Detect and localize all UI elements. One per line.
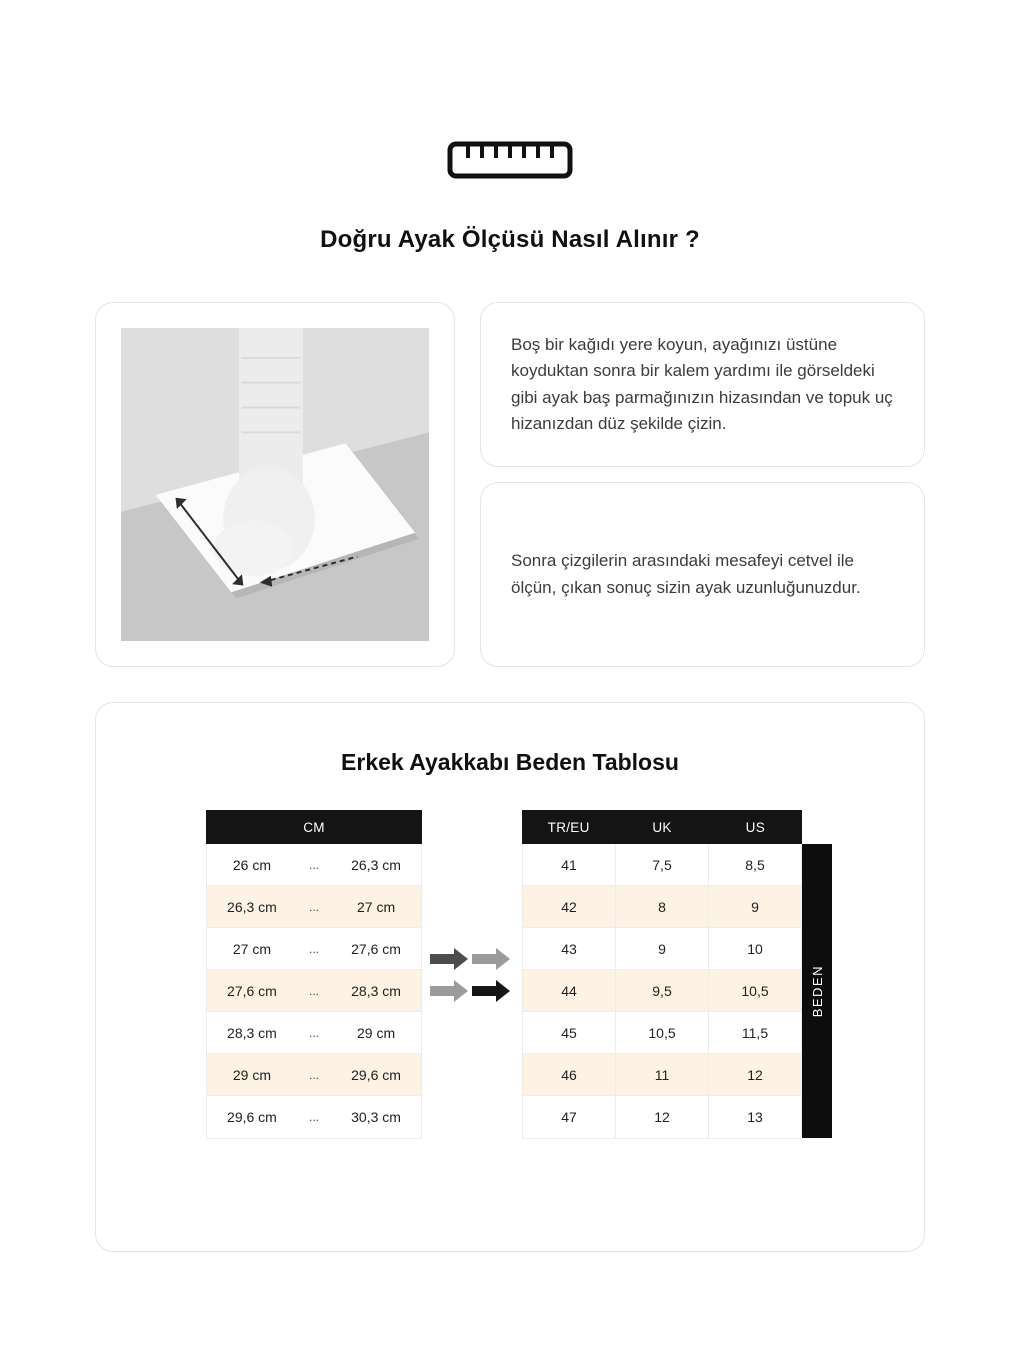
instructions-section [95,302,925,667]
cm-from: 27,6 cm [227,982,277,999]
table-row [523,886,801,928]
size-tr-eu: 47 [523,1096,616,1138]
size-uk: 9 [616,928,709,969]
table-row [207,970,421,1012]
size-tr-eu: 45 [523,1012,616,1053]
size-us: 9 [751,898,759,915]
cm-table-header: CM [206,810,422,844]
cm-to: 27,6 cm [351,940,401,957]
instruction-step-1-text: Boş bir kağıdı yere koyun, ayağınızı üstüne koyduktan sonra bir kalem yardımı ile görseldeki gibi ayak baş parmağınızın hizasından ve topuk uç hizanızdan düz şekilde çizin. [511,334,893,433]
size-us: 11,5 [741,1024,769,1041]
cm-from: 29,6 cm [227,1109,277,1125]
range-separator: ... [308,941,319,956]
cm-table-body [206,844,422,1139]
range-separator: ... [308,1110,319,1124]
size-us: 13 [747,1109,763,1125]
cm-to: 30,3 cm [351,1109,401,1125]
cm-from: 26 cm [232,856,271,873]
cm-from: 29 cm [232,1066,271,1083]
table-row [523,970,801,1012]
size-chart-card [95,702,925,1252]
range-separator: ... [308,857,319,872]
header-tr-eu: TR/EU [547,819,590,835]
table-row [207,1012,421,1054]
size-us: 12 [747,1066,763,1083]
cm-from: 28,3 cm [227,1024,277,1041]
size-us: 10 [747,940,763,957]
size-table-wrap [522,810,832,1139]
size-tr-eu: 43 [523,928,616,969]
instruction-step-1 [480,302,925,467]
size-table-body [522,844,802,1139]
size-uk: 11 [616,1054,709,1095]
size-chart-tables [96,810,924,1139]
size-uk: 12 [616,1096,709,1138]
size-uk: 7,5 [616,844,709,885]
range-separator: ... [308,983,319,998]
table-row [523,844,801,886]
header-uk: UK [652,819,672,835]
size-uk: 10,5 [616,1012,709,1053]
size-table-header [522,810,802,844]
size-table [522,810,802,1139]
header-us: US [745,819,765,835]
cm-table [206,810,422,1139]
cm-from: 26,3 cm [227,898,277,915]
range-separator: ... [308,1067,319,1082]
cm-to: 29 cm [356,1024,396,1041]
table-row [207,1054,421,1096]
table-row [523,928,801,970]
size-us: 8,5 [745,856,765,873]
cm-to: 27 cm [356,898,396,915]
cm-from: 27 cm [232,940,271,957]
size-tr-eu: 42 [523,886,616,927]
conversion-arrows-icon [422,940,522,1010]
table-row [207,928,421,970]
size-tr-eu: 41 [523,844,616,885]
table-row [523,1012,801,1054]
size-chart-title: Erkek Ayakkabı Beden Tablosu [341,749,679,775]
cm-to: 29,6 cm [351,1066,401,1083]
page-title: Doğru Ayak Ölçüsü Nasıl Alınır ? [320,226,700,253]
range-separator: ... [308,899,319,914]
table-row [207,886,421,928]
cm-to: 28,3 cm [351,982,401,999]
instruction-step-2-text: Sonra çizgilerin arasındaki mesafeyi cetvel ile ölçün, çıkan sonuç sizin ayak uzunluğunuzdur. [511,551,861,597]
beden-side-label [802,844,832,1138]
size-uk: 8 [616,886,709,927]
size-us: 10,5 [741,982,769,999]
foot-measurement-photo [95,302,455,667]
ruler-icon [0,140,1020,180]
cm-to: 26,3 cm [351,856,401,873]
table-row [207,1096,421,1138]
table-row [523,1096,801,1138]
table-row [523,1054,801,1096]
range-separator: ... [308,1025,319,1040]
size-tr-eu: 46 [523,1054,616,1095]
beden-side-label-text: BEDEN [809,964,825,1018]
size-tr-eu: 44 [523,970,616,1011]
instruction-cards [480,302,925,667]
table-row [207,844,421,886]
size-uk: 9,5 [616,970,709,1011]
instruction-step-2 [480,482,925,667]
